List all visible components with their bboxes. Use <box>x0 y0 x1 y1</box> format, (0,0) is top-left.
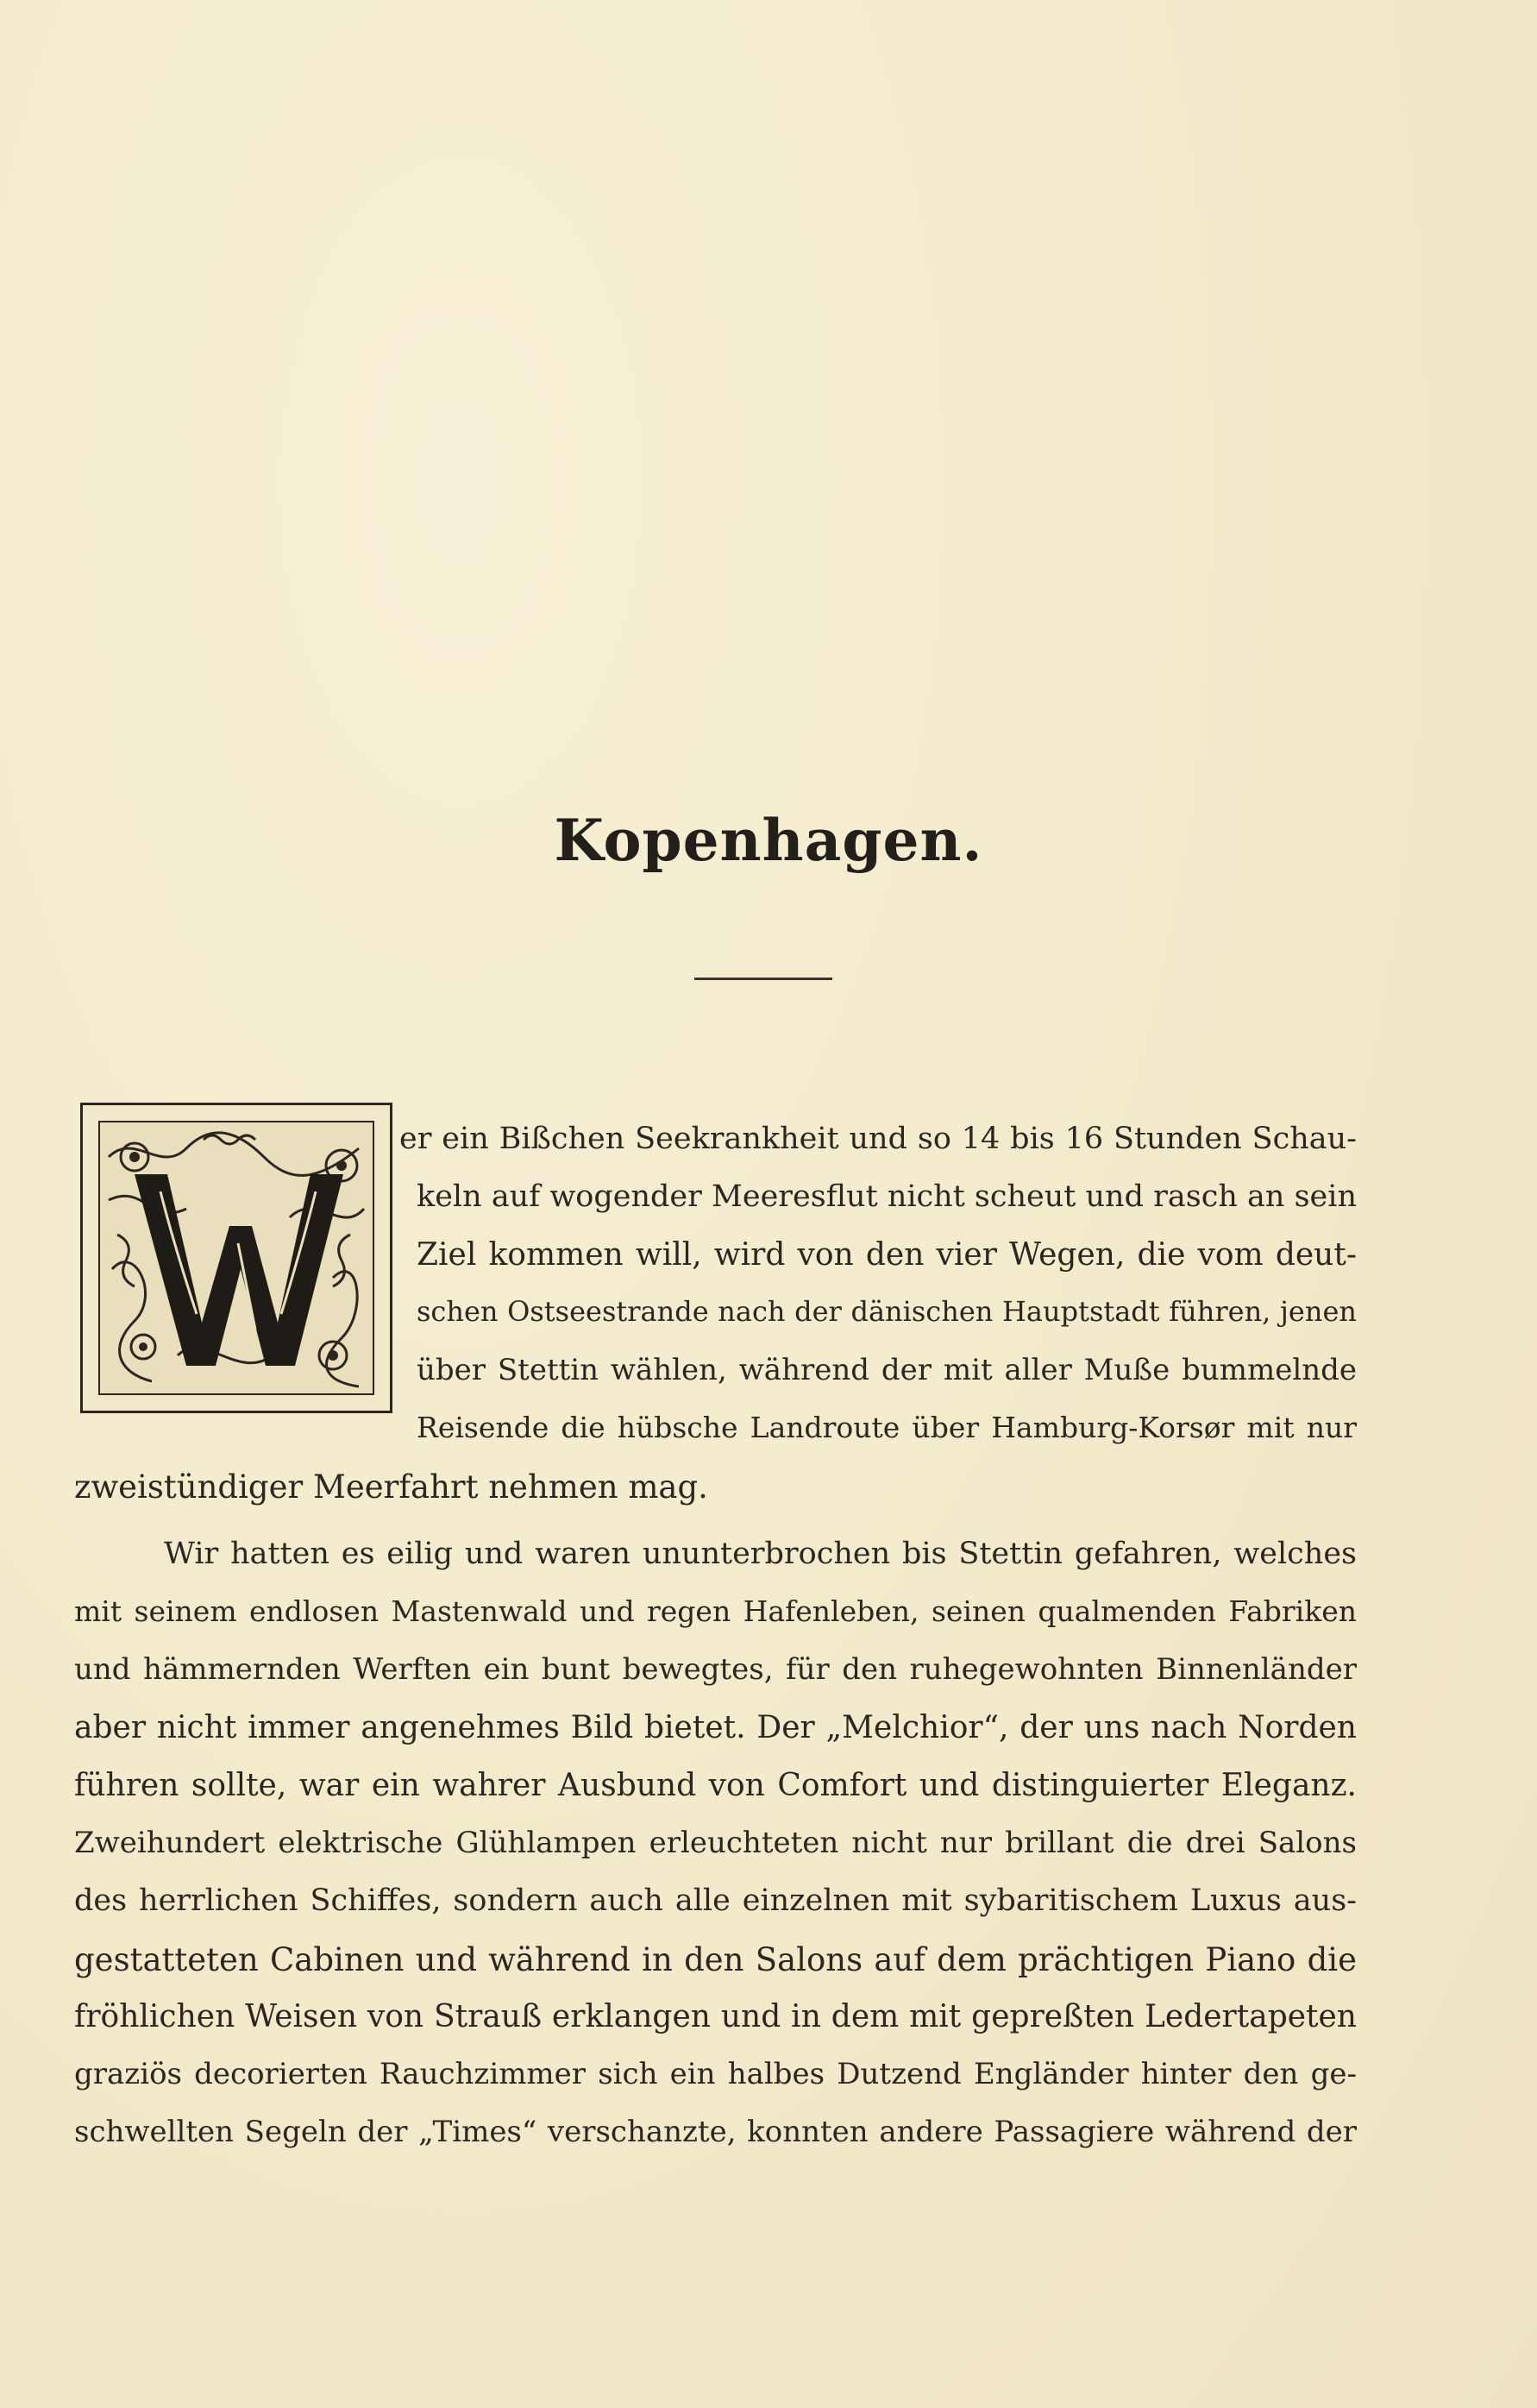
paragraph-1-line-5: über Stettin wählen, während der mit aller Muße bummelnde <box>417 1353 1357 1387</box>
title-divider <box>694 978 832 980</box>
paragraph-1-line-7: zweistündiger Meerfahrt nehmen mag. <box>74 1468 708 1506</box>
paragraph-2-line-5: führen sollte, war ein wahrer Ausbund von Comfort und distinguierter Eleganz. <box>74 1768 1357 1803</box>
paragraph-1-line-1: er ein Bißchen Seekrankheit und so 14 bis 16 Stunden Schau- <box>399 1122 1357 1156</box>
paragraph-2-line-1: Wir hatten es eilig und waren ununterbrochen bis Stettin gefahren, welches <box>164 1537 1357 1571</box>
paragraph-2-line-2: mit seinem endlosen Mastenwald und regen Hafenleben, seinen qualmenden Fabriken <box>74 1594 1357 1628</box>
decorative-initial <box>80 1103 392 1413</box>
initial-ornament <box>98 1121 374 1395</box>
paragraph-1-line-2: keln auf wogender Meeresflut nicht scheut und rasch an sein <box>417 1179 1357 1214</box>
paragraph-1-line-6: Reisende die hübsche Landroute über Hamburg-Korsør mit nur <box>417 1411 1357 1444</box>
paragraph-2-line-3: und hämmernden Werften ein bunt bewegtes, für den ruhegewohnten Binnenländer <box>74 1652 1357 1687</box>
paragraph-1-line-4: schen Ostseestrande nach der dänischen Hauptstadt führen, jenen <box>417 1295 1357 1328</box>
paragraph-2-line-9: fröhlichen Weisen von Strauß erklangen und in dem mit gepreßten Ledertapeten <box>74 1999 1357 2034</box>
paragraph-2-line-6: Zweihundert elektrische Glühlampen erleuchteten nicht nur brillant die drei Salons <box>74 1826 1357 1860</box>
paragraph-2-line-7: des herrlichen Schiffes, sondern auch alle einzelnen mit sybaritischem Luxus aus- <box>74 1883 1357 1918</box>
chapter-title: Kopenhagen. <box>554 807 983 874</box>
paragraph-2-line-11: schwellten Segeln der „Times“ verschanzte, konnten andere Passagiere während der <box>74 2115 1357 2149</box>
paragraph-2-line-10: graziös decorierten Rauchzimmer sich ein halbes Dutzend Engländer hinter den ge- <box>74 2057 1357 2091</box>
paragraph-2-line-8: gestatteten Cabinen und während in den Salons auf dem prächtigen Piano die <box>74 1941 1357 1978</box>
paragraph-2-line-4: aber nicht immer angenehmes Bild bietet. Der „Melchior“, der uns nach Norden <box>74 1710 1357 1745</box>
paragraph-1-line-3: Ziel kommen will, wird von den vier Wegen, die vom deut- <box>417 1237 1357 1273</box>
